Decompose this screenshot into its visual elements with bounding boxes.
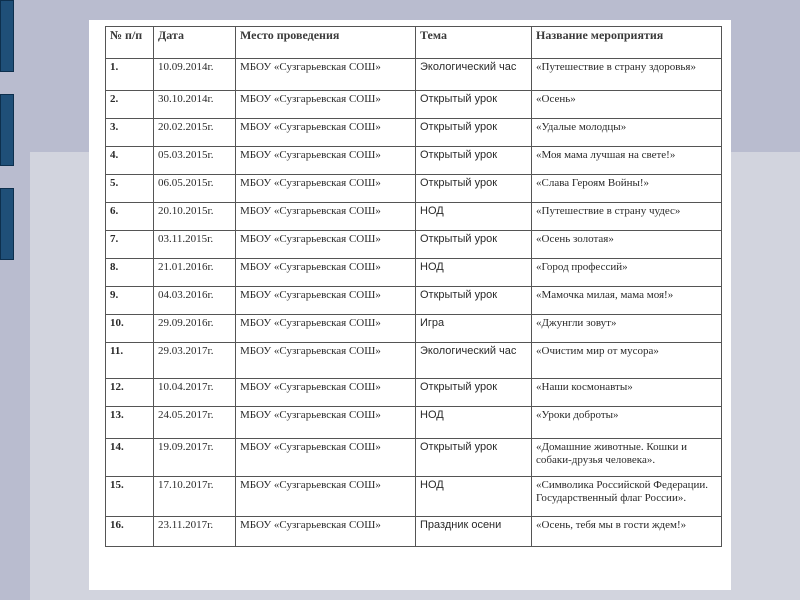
row-theme: Игра [416, 315, 532, 343]
row-number: 3. [106, 119, 154, 147]
slide-decor-tab [0, 0, 14, 72]
row-number: 14. [106, 439, 154, 477]
row-date: 29.03.2017г. [154, 343, 236, 379]
table-header-row [106, 27, 722, 59]
row-date: 23.11.2017г. [154, 517, 236, 547]
row-number: 6. [106, 203, 154, 231]
table-row [106, 231, 722, 259]
row-theme: НОД [416, 259, 532, 287]
table-row [106, 477, 722, 517]
row-number: 8. [106, 259, 154, 287]
row-date: 19.09.2017г. [154, 439, 236, 477]
row-place: МБОУ «Сузгарьевская СОШ» [236, 477, 416, 517]
row-date: 21.01.2016г. [154, 259, 236, 287]
row-event-title: «Осень золотая» [532, 231, 722, 259]
row-place: МБОУ «Сузгарьевская СОШ» [236, 175, 416, 203]
row-event-title: «Удалые молодцы» [532, 119, 722, 147]
table-row [106, 119, 722, 147]
table-row [106, 259, 722, 287]
row-date: 10.04.2017г. [154, 379, 236, 407]
header-date: Дата [154, 27, 236, 59]
row-place: МБОУ «Сузгарьевская СОШ» [236, 259, 416, 287]
row-event-title: «Мамочка милая, мама моя!» [532, 287, 722, 315]
row-theme: НОД [416, 407, 532, 439]
header-place: Место проведения [236, 27, 416, 59]
row-date: 24.05.2017г. [154, 407, 236, 439]
row-number: 7. [106, 231, 154, 259]
row-date: 03.11.2015г. [154, 231, 236, 259]
row-event-title: «Очистим мир от мусора» [532, 343, 722, 379]
row-place: МБОУ «Сузгарьевская СОШ» [236, 119, 416, 147]
row-place: МБОУ «Сузгарьевская СОШ» [236, 91, 416, 119]
row-date: 20.10.2015г. [154, 203, 236, 231]
table-body [106, 59, 722, 547]
row-number: 4. [106, 147, 154, 175]
row-date: 30.10.2014г. [154, 91, 236, 119]
row-event-title: «Символика Российской Федерации. Государственный флаг России». [532, 477, 722, 517]
row-theme: НОД [416, 203, 532, 231]
table-row [106, 175, 722, 203]
row-number: 15. [106, 477, 154, 517]
row-date: 04.03.2016г. [154, 287, 236, 315]
table-row [106, 407, 722, 439]
row-event-title: «Слава Героям Войны!» [532, 175, 722, 203]
row-theme: Открытый урок [416, 379, 532, 407]
row-event-title: «Город профессий» [532, 259, 722, 287]
row-number: 10. [106, 315, 154, 343]
header-event-title: Название мероприятия [532, 27, 722, 59]
row-event-title: «Джунгли зовут» [532, 315, 722, 343]
table-row [106, 315, 722, 343]
row-theme: НОД [416, 477, 532, 517]
row-event-title: «Осень» [532, 91, 722, 119]
row-number: 11. [106, 343, 154, 379]
row-theme: Открытый урок [416, 91, 532, 119]
row-event-title: «Осень, тебя мы в гости ждем!» [532, 517, 722, 547]
table-row [106, 379, 722, 407]
row-event-title: «Путешествие в страну чудес» [532, 203, 722, 231]
scanned-document [89, 20, 731, 590]
row-event-title: «Уроки доброты» [532, 407, 722, 439]
row-number: 2. [106, 91, 154, 119]
row-event-title: «Наши космонавты» [532, 379, 722, 407]
row-number: 5. [106, 175, 154, 203]
row-date: 29.09.2016г. [154, 315, 236, 343]
row-place: МБОУ «Сузгарьевская СОШ» [236, 203, 416, 231]
row-number: 12. [106, 379, 154, 407]
row-place: МБОУ «Сузгарьевская СОШ» [236, 439, 416, 477]
row-date: 17.10.2017г. [154, 477, 236, 517]
events-table [105, 26, 722, 547]
header-number: № п/п [106, 27, 154, 59]
row-place: МБОУ «Сузгарьевская СОШ» [236, 147, 416, 175]
row-theme: Праздник осени [416, 517, 532, 547]
row-place: МБОУ «Сузгарьевская СОШ» [236, 315, 416, 343]
row-place: МБОУ «Сузгарьевская СОШ» [236, 407, 416, 439]
slide-decor-tab [0, 188, 14, 260]
table-row [106, 203, 722, 231]
row-theme: Открытый урок [416, 287, 532, 315]
row-number: 13. [106, 407, 154, 439]
row-place: МБОУ «Сузгарьевская СОШ» [236, 379, 416, 407]
row-theme: Открытый урок [416, 231, 532, 259]
row-place: МБОУ «Сузгарьевская СОШ» [236, 517, 416, 547]
table-row [106, 517, 722, 547]
row-place: МБОУ «Сузгарьевская СОШ» [236, 343, 416, 379]
table-row [106, 287, 722, 315]
row-theme: Открытый урок [416, 439, 532, 477]
table-row [106, 59, 722, 91]
row-place: МБОУ «Сузгарьевская СОШ» [236, 59, 416, 91]
row-place: МБОУ «Сузгарьевская СОШ» [236, 287, 416, 315]
row-number: 16. [106, 517, 154, 547]
row-date: 05.03.2015г. [154, 147, 236, 175]
slide-decor-tab [0, 94, 14, 166]
table-row [106, 343, 722, 379]
row-theme: Экологический час [416, 343, 532, 379]
table-row [106, 147, 722, 175]
row-event-title: «Моя мама лучшая на свете!» [532, 147, 722, 175]
row-date: 10.09.2014г. [154, 59, 236, 91]
row-theme: Открытый урок [416, 119, 532, 147]
table-row [106, 439, 722, 477]
row-event-title: «Путешествие в страну здоровья» [532, 59, 722, 91]
row-theme: Открытый урок [416, 175, 532, 203]
row-event-title: «Домашние животные. Кошки и собаки-друзья человека». [532, 439, 722, 477]
table-row [106, 91, 722, 119]
row-place: МБОУ «Сузгарьевская СОШ» [236, 231, 416, 259]
row-theme: Экологический час [416, 59, 532, 91]
row-date: 06.05.2015г. [154, 175, 236, 203]
row-number: 1. [106, 59, 154, 91]
row-date: 20.02.2015г. [154, 119, 236, 147]
row-number: 9. [106, 287, 154, 315]
row-theme: Открытый урок [416, 147, 532, 175]
header-theme: Тема [416, 27, 532, 59]
